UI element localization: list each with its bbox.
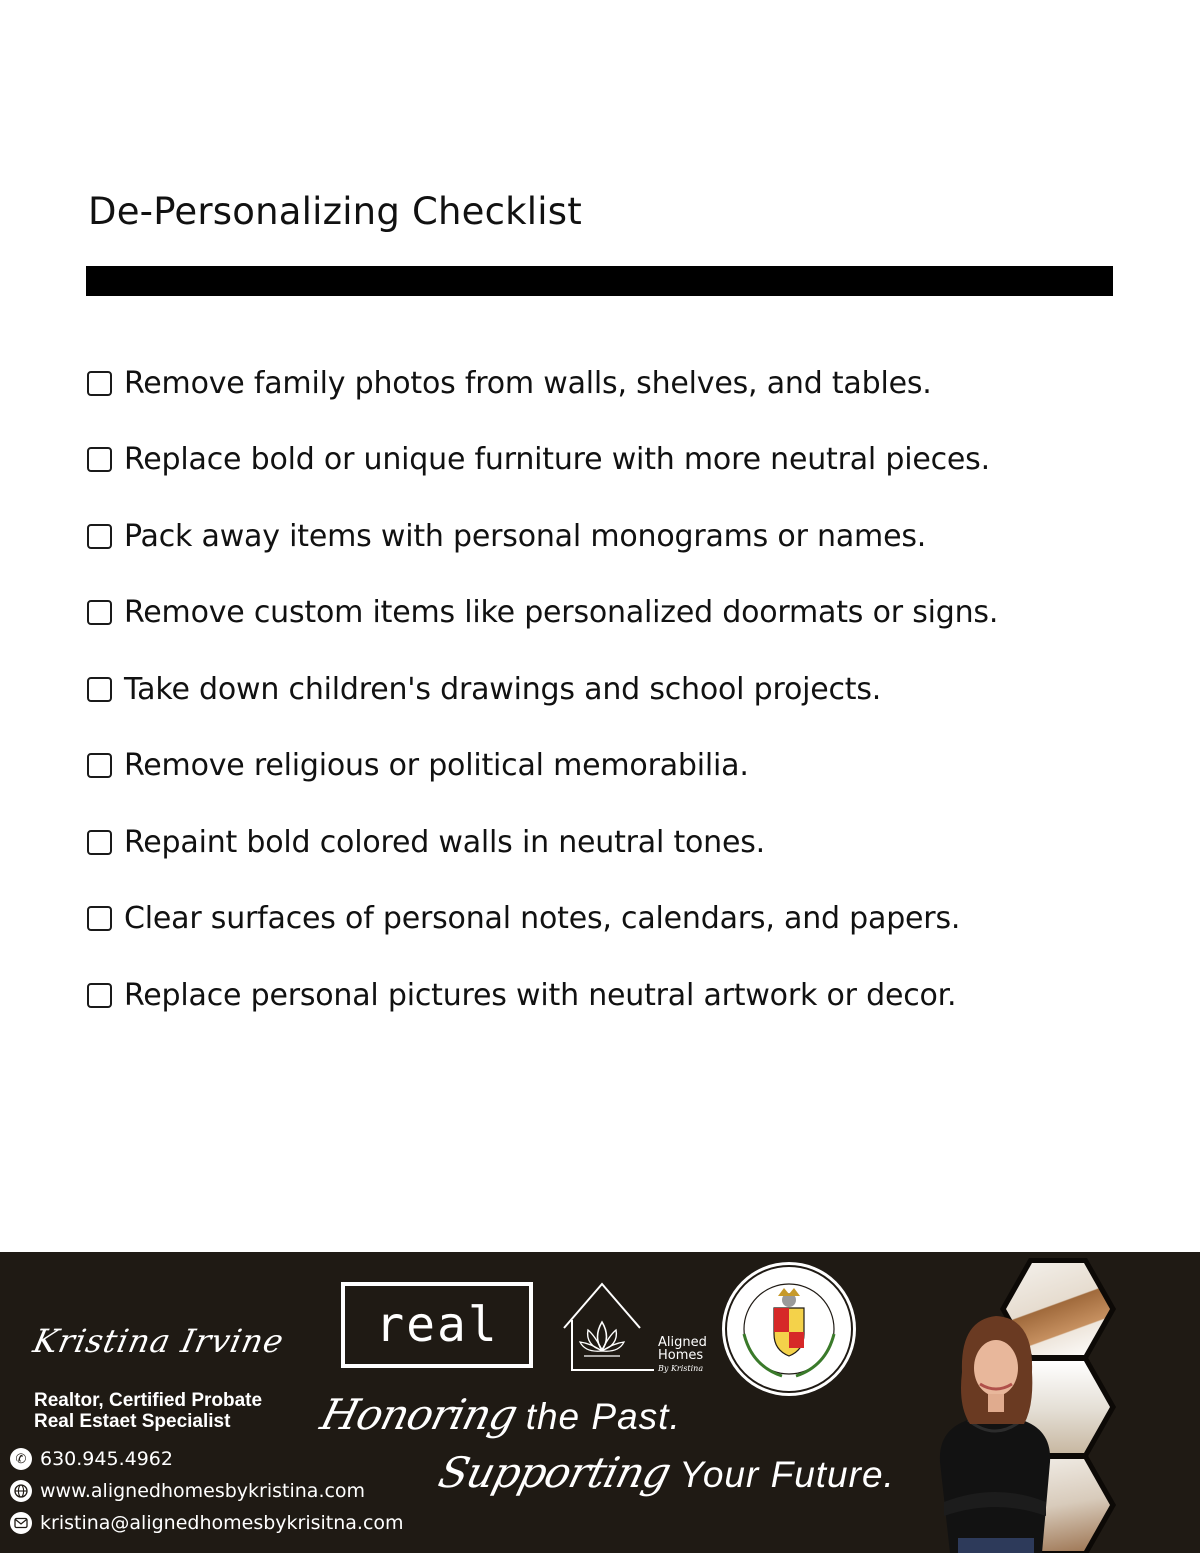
contact-website[interactable] bbox=[10, 1480, 365, 1502]
aligned-logo-byline: By Kristina bbox=[658, 1364, 704, 1373]
checklist-item bbox=[86, 651, 998, 728]
agent-title bbox=[34, 1390, 262, 1432]
checklist-item-label: Take down children's drawings and school projects. bbox=[124, 671, 882, 707]
checklist-item bbox=[86, 957, 998, 1034]
checklist-item bbox=[86, 881, 998, 958]
checklist-item-label: Replace bold or unique furniture with more neutral pieces. bbox=[124, 442, 990, 478]
checklist-item-label: Remove custom items like personalized doormats or signs. bbox=[124, 595, 999, 631]
checkbox[interactable] bbox=[87, 906, 112, 931]
agent-title-line2: Real Estaet Specialist bbox=[34, 1411, 231, 1432]
checkbox[interactable] bbox=[87, 524, 112, 549]
checklist-item bbox=[86, 575, 998, 652]
checklist-item bbox=[86, 345, 998, 422]
envelope-icon bbox=[10, 1512, 32, 1534]
agent-signature: Kristina Irvine bbox=[29, 1322, 288, 1360]
phone-number: 630.945.4962 bbox=[40, 1448, 173, 1470]
tagline2-script: Supporting bbox=[433, 1448, 676, 1497]
checklist-item bbox=[86, 804, 998, 881]
checkbox[interactable] bbox=[87, 983, 112, 1008]
tagline1-text: the Past. bbox=[525, 1396, 681, 1437]
tagline-line1 bbox=[315, 1390, 681, 1439]
checkbox[interactable] bbox=[87, 600, 112, 625]
aligned-homes-wordmark bbox=[658, 1336, 707, 1375]
checklist-item-label: Repaint bold colored walls in neutral tones. bbox=[124, 824, 766, 860]
checkbox[interactable] bbox=[87, 830, 112, 855]
email-link: kristina@alignedhomesbykrisitna.com bbox=[40, 1512, 404, 1534]
contact-email[interactable] bbox=[10, 1512, 404, 1534]
agent-portrait bbox=[910, 1302, 1080, 1553]
checkbox[interactable] bbox=[87, 677, 112, 702]
real-brokerage-logo bbox=[341, 1282, 533, 1368]
agent-title-line1: Realtor, Certified Probate bbox=[34, 1390, 263, 1411]
checklist bbox=[86, 345, 998, 1034]
footer-banner bbox=[0, 1252, 1200, 1553]
checklist-item-label: Replace personal pictures with neutral artwork or decor. bbox=[124, 977, 957, 1013]
phone-icon: ✆ bbox=[10, 1448, 32, 1470]
checklist-item bbox=[86, 728, 998, 805]
tagline1-script: Honoring bbox=[315, 1390, 522, 1439]
page-title: De-Personalizing Checklist bbox=[88, 190, 582, 233]
aligned-logo-line2: Homes bbox=[658, 1348, 704, 1363]
checklist-item bbox=[86, 422, 998, 499]
probate-specialist-seal bbox=[722, 1262, 856, 1396]
real-logo-text: real bbox=[375, 1297, 499, 1353]
checklist-item-label: Remove family photos from walls, shelves, and tables. bbox=[124, 365, 932, 401]
seal-emblem bbox=[722, 1262, 856, 1396]
contact-phone[interactable] bbox=[10, 1448, 173, 1470]
checklist-item-label: Clear surfaces of personal notes, calendars, and papers. bbox=[124, 901, 961, 937]
title-divider bbox=[86, 266, 1113, 296]
checklist-item bbox=[86, 498, 998, 575]
aligned-logo-line1: Aligned bbox=[658, 1335, 707, 1350]
tagline2-text: Your Future. bbox=[679, 1454, 895, 1495]
checkbox[interactable] bbox=[87, 753, 112, 778]
globe-icon bbox=[10, 1480, 32, 1502]
checkbox[interactable] bbox=[87, 447, 112, 472]
tagline-line2 bbox=[433, 1448, 895, 1497]
website-link: www.alignedhomesbykristina.com bbox=[40, 1480, 366, 1502]
checklist-item-label: Remove religious or political memorabilia. bbox=[124, 748, 749, 784]
checkbox[interactable] bbox=[87, 371, 112, 396]
checklist-item-label: Pack away items with personal monograms or names. bbox=[124, 518, 927, 554]
